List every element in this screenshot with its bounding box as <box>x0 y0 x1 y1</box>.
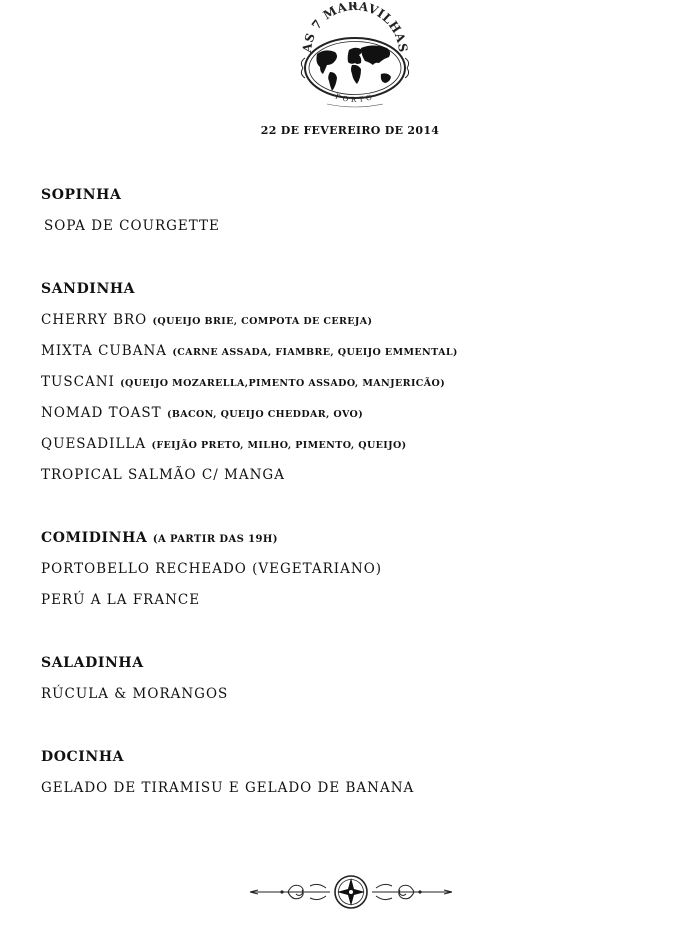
menu-date: 22 DE FEVEREIRO DE 2014 <box>260 124 440 137</box>
section-sopinha <box>41 186 681 248</box>
menu-item <box>41 685 681 716</box>
svg-text:AS 7 MARAVILHAS <box>300 2 410 54</box>
item-name: SOPA DE COURGETTE <box>44 218 220 234</box>
section-note: (A PARTIR DAS 19H) <box>152 534 278 545</box>
section-title <box>41 654 681 685</box>
logo-top-text: AS 7 MARAVILHAS <box>299 2 411 54</box>
item-name: TUSCANI <box>41 374 115 390</box>
section-title-text: DOCINHA <box>41 749 125 765</box>
world-map-emblem-icon <box>297 2 413 112</box>
menu-item <box>41 373 681 404</box>
section-title <box>41 280 681 311</box>
item-name: QUESADILLA <box>41 436 147 452</box>
menu-item <box>41 591 681 622</box>
section-sandinha <box>41 280 681 497</box>
footer-ornament <box>248 872 454 912</box>
menu-item <box>41 466 681 497</box>
section-comidinha <box>41 529 681 622</box>
section-title-text: SANDINHA <box>41 281 136 297</box>
menu-item <box>41 342 681 373</box>
logo-bottom-text: PORTO <box>334 92 376 105</box>
item-name: PERÚ A LA FRANCE <box>41 592 201 608</box>
menu-item <box>41 311 681 342</box>
item-description: (BACON, QUEIJO CHEDDAR, OVO) <box>166 409 364 420</box>
menu-item <box>41 217 681 248</box>
item-name: NOMAD TOAST <box>41 405 162 421</box>
section-title <box>41 748 681 779</box>
menu-item <box>41 779 681 810</box>
menu-item <box>41 560 681 591</box>
menu-item <box>41 404 681 435</box>
logo <box>297 2 413 112</box>
item-description: (QUEIJO MOZARELLA,PIMENTO ASSADO, MANJERICÃO) <box>120 378 446 389</box>
item-name: RÚCULA & MORANGOS <box>41 686 229 702</box>
item-description: (FEIJÃO PRETO, MILHO, PIMENTO, QUEIJO) <box>151 440 407 451</box>
item-name: GELADO DE TIRAMISU E GELADO DE BANANA <box>41 780 415 796</box>
menu-item <box>41 435 681 466</box>
section-title-text: SALADINHA <box>41 655 144 671</box>
menu-list <box>41 186 681 810</box>
section-title <box>41 186 681 217</box>
item-name: TROPICAL SALMÃO C/ MANGA <box>41 467 285 483</box>
section-title-text: SOPINHA <box>41 187 122 203</box>
item-name: PORTOBELLO RECHEADO (VEGETARIANO) <box>41 561 383 577</box>
section-title-text: COMIDINHA <box>41 530 148 546</box>
section-saladinha <box>41 654 681 716</box>
item-name: MIXTA CUBANA <box>41 343 168 359</box>
item-description: (CARNE ASSADA, FIAMBRE, QUEIJO EMMENTAL) <box>172 347 458 358</box>
section-docinha <box>41 748 681 810</box>
item-description: (QUEIJO BRIE, COMPOTA DE CEREJA) <box>152 316 373 327</box>
item-name: CHERRY BRO <box>41 312 148 328</box>
section-title <box>41 529 681 560</box>
compass-ornament-icon <box>248 872 454 912</box>
